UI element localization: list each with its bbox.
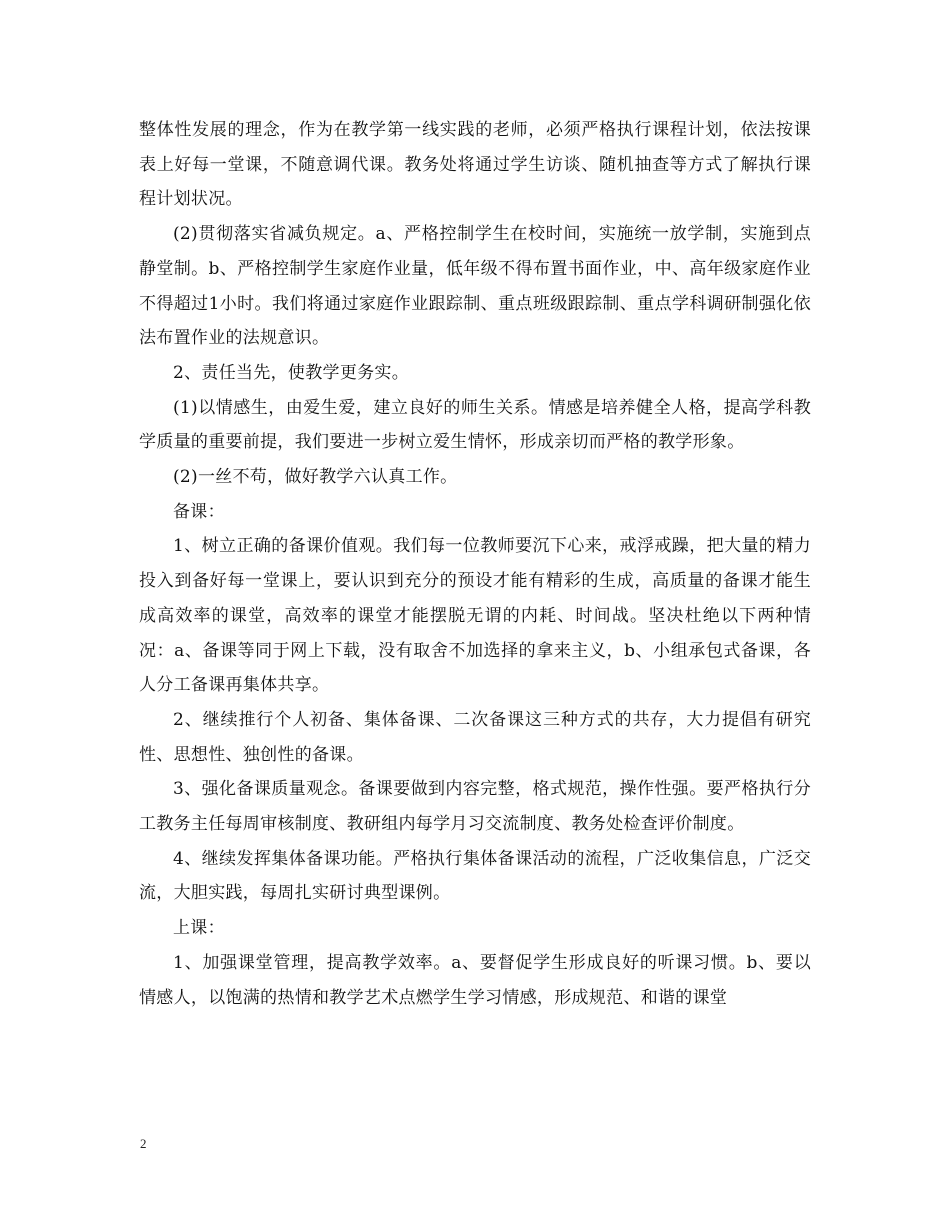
section-heading-class: 上课： bbox=[173, 918, 225, 939]
paragraph-1: 整体性发展的理念，作为在教学第一线实践的老师，必须严格执行课程计划，依法按课表上好每一堂课，不随意调代课。教务处将通过学生访谈、随机抽查等方式了解执行课程计划状况。 bbox=[139, 120, 811, 210]
paragraph-10: 4、继续发挥集体备课功能。严格执行集体备课活动的流程，广泛收集信息，广泛交流，大胆实践，每周扎实研讨典型课例。 bbox=[139, 848, 811, 904]
document-body bbox=[139, 113, 811, 1015]
paragraph-7: 1、树立正确的备课价值观。我们每一位教师要沉下心来，戒浮戒躁，把大量的精力投入到备好每一堂课上，要认识到充分的预设才能有精彩的生成，高质量的备课才能生成高效率的课堂，高效率的课堂才能摆脱无谓的内耗、时间战。坚决杜绝以下两种情况：a、备课等同于网上下载，没有取舍不加选择的拿来主义，b、小组承包式备课，各人分工备课再集体共享。 bbox=[139, 536, 811, 696]
paragraph-5: (2)一丝不苟，做好教学六认真工作。 bbox=[173, 467, 458, 488]
paragraph-8: 2、继续推行个人初备、集体备课、二次备课这三种方式的共存，大力提倡有研究性、思想性、独创性的备课。 bbox=[139, 709, 811, 765]
paragraph-9: 3、强化备课质量观念。备课要做到内容完整，格式规范，操作性强。要严格执行分工教务主任每周审核制度、教研组内每学月习交流制度、教务处检查评价制度。 bbox=[139, 779, 811, 835]
paragraph-2: (2)贯彻落实省减负规定。a、严格控制学生在校时间，实施统一放学制，实施到点静堂制。b、严格控制学生家庭作业量，低年级不得布置书面作业，中、高年级家庭作业不得超过1小时。我们将通过家庭作业跟踪制、重点班级跟踪制、重点学科调研制强化依法布置作业的法规意识。 bbox=[139, 224, 811, 349]
paragraph-12: 1、加强课堂管理，提高教学效率。a、要督促学生形成良好的听课习惯。b、要以情感人，以饱满的热情和教学艺术点燃学生学习情感，形成规范、和谐的课堂 bbox=[139, 952, 811, 1008]
paragraph-4: (1)以情感生，由爱生爱，建立良好的师生关系。情感是培养健全人格，提高学科教学质量的重要前提，我们要进一步树立爱生情怀，形成亲切而严格的教学形象。 bbox=[139, 397, 811, 453]
page-number: 2 bbox=[140, 1136, 147, 1151]
section-heading-prep: 备课： bbox=[173, 501, 225, 522]
paragraph-3: 2、责任当先，使教学更务实。 bbox=[173, 362, 410, 383]
